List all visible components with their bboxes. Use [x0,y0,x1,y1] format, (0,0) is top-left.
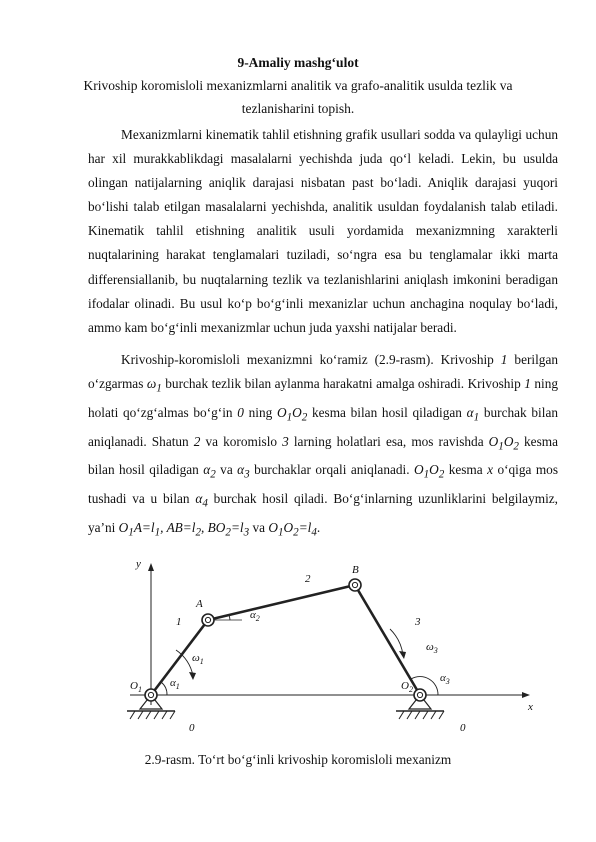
mechanism-figure [100,555,540,745]
paragraph-intro: Mexanizmlarni kinematik tahlil etishning grafik usullari sodda va qulayligi uchun har xil murakkablikdagi masalalarni yechishda juda qo‘l keladi. Lekin, bu usulda olingan natijalarning aniqlik darajasi nisbatan past bo‘ladi. Aniqlik darajasi yuqori bo‘lishi talab etilgan masalalarni yechishda, analitik usuldan foydalanish talab etiladi. Kinematik tahlil etishning analitik usuli yordamida mexanizmning xarakterli nuqtalarining harakat tenglamalari tuziladi, so‘ngra esa bu tenglamalar ikki marta differensiallanib, bu nuqtalarning tezlik va tezlanishlarini aniqlash imkonini beradigan ifodalar olinadi. Bu usul ko‘p bo‘g‘inli mexanizlar uchun anchagina noqulay bo‘ladi, ammo kam bo‘g‘inli mexanizmlar uchun juda yaxshi natijalar beradi. [88,127,558,335]
page-subtitle: Krivoship koromisloli mexanizmlarni analitik va grafo-analitik usulda tezlik va tezlanisharini topish. [83,78,513,116]
alpha3-label: $\alpha_3$ [440,672,450,686]
y-axis-arrow [148,563,154,571]
page-title: 9-Amaliy mashg‘ulot [237,55,359,70]
rocker-link-3 [355,585,420,695]
coupler-link-2 [208,585,355,620]
omega1-label: $\omega_1$ [192,652,204,666]
ground-right-label: 0 [460,722,466,734]
x-axis-arrow [522,692,530,698]
point-A-label: A [196,598,203,610]
link-3-label: 3 [415,616,421,628]
link-2-label: 2 [305,573,311,585]
x-axis-label: x [528,701,533,713]
omega1-rotation-arrow [176,650,193,676]
omega3-label: $\omega_3$ [426,641,438,655]
joint-B [349,579,361,591]
point-O2-label: $O_2$ [401,680,413,694]
y-axis-label: y [136,558,141,570]
ground-left-label: 0 [189,722,195,734]
alpha1-label: $\alpha_1$ [170,677,180,691]
paragraph-mechanism: Krivoship-koromisloli mexanizmni ko‘ramiz (2.9-rasm). Krivoship 1 berilgan o‘zgarmas $\omega_1$ burchak tezlik bilan aylanma harakatni amalga oshiradi. Krivoship 1 ning holati qo‘zg‘almas bo‘g‘in 0 ning $O_1O_2$ kesma bilan hosil qiladigan $\alpha_1$ burchak bilan aniqlanadi. Shatun 2 va koromislo 3 larning holatlari esa, mos ravishda $O_1O_2$ kesma bilan hosil qiladigan $\alpha_2$ va $\alpha_3$ burchaklar orqali aniqlanadi. $O_1O_2$ kesma x o‘qiga mos tushadi va u bilan $\alpha_4$ burchak hosil qiladi. Bo‘g‘inlarning uzunliklarini belgilaymiz, ya’ni $O_1A=l_1$, $AB=l_2$, $BO_2=l_3$ va $O_1O_2=l_4$. [88,352,559,539]
omega3-rotation-arrow [390,629,403,655]
omega1-arrowhead [189,672,196,680]
figure-caption: 2.9-rasm. To‘rt bo‘g‘inli krivoship koromisloli mexanizm [144,752,452,767]
alpha2-label: $\alpha_2$ [250,609,260,623]
omega3-arrowhead [399,651,406,659]
link-1-label: 1 [176,616,182,628]
alpha1-arc [161,682,167,695]
point-O1-label: $O_1$ [130,680,142,694]
joint-A [202,614,214,626]
joint-O1 [145,689,157,701]
point-B-label: B [352,564,359,576]
joint-O2 [414,689,426,701]
